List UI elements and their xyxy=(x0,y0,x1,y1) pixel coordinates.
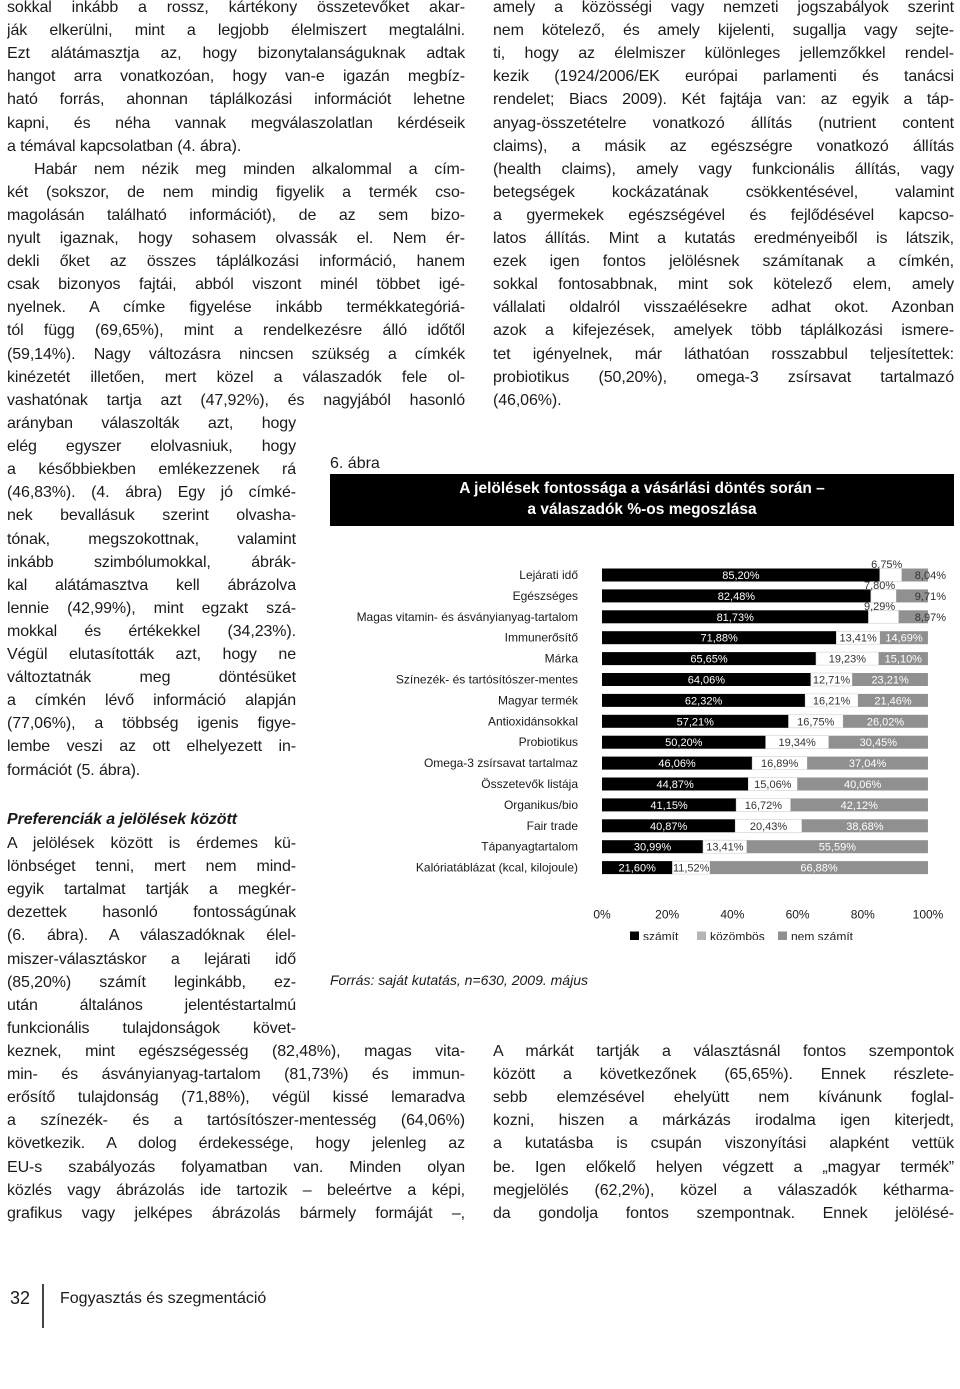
right-bottom-paragraph-line: megjelölés (62,2%), közel a válaszadók kétharma- xyxy=(493,1181,954,1199)
category-label: Színezék- és tartósítószer-mentes xyxy=(395,672,578,687)
right-paragraph-line: claims), a másik az egészségre vonatkozó állítás xyxy=(493,137,954,155)
data-label: 15,10% xyxy=(884,653,922,666)
data-label: 9,29% xyxy=(863,600,896,613)
data-label: 64,06% xyxy=(687,674,726,687)
footer-title: Fogyasztás és szegmentáció xyxy=(60,1290,267,1307)
figure-label: 6. ábra xyxy=(330,455,380,472)
data-label: 55,59% xyxy=(818,841,857,854)
section-full-paragraph-line: min- és ásványianyag-tartalom (81,73%) és immun- xyxy=(7,1066,465,1084)
legend-label: számít xyxy=(643,929,679,940)
x-tick-label: 100% xyxy=(912,907,944,922)
data-label: 40,06% xyxy=(844,779,882,791)
left-narrow-paragraph-line: lembe veszi az ott elhelyezett in- xyxy=(7,738,296,756)
category-label: Magas vitamin- és ásványianyag-tartalom xyxy=(356,609,578,624)
section-full-paragraph-line: erősítő tulajdonság (71,88%), végül kissé lemaradva xyxy=(7,1089,465,1107)
left-paragraph-line: magolásán található információt), de az sem bizo- xyxy=(7,206,465,224)
section-heading: Preferenciák a jelölések között xyxy=(7,811,237,828)
right-paragraph-line: amely a közösségi vagy nemzeti jogszabályok szerint xyxy=(493,0,954,16)
section-narrow-paragraph-line: A jelölések között is érdemes kü- xyxy=(7,835,296,852)
data-label: 21,46% xyxy=(874,695,912,708)
left-narrow-paragraph-line: elég egyszer elolvasniuk, hogy xyxy=(7,438,296,456)
section-narrow-paragraph-line: egyik tartalmat tartják a megkér- xyxy=(7,881,296,899)
section-full-paragraph-line: EU-s szabályozás folyamatban van. Minden olyan xyxy=(7,1158,465,1176)
left-narrow-paragraph-line: nek bevallásuk szerint olvasha- xyxy=(7,507,296,525)
data-label: 81,73% xyxy=(716,611,754,624)
x-tick-label: 80% xyxy=(850,907,875,922)
left-narrow-paragraph-line: változtatnák meg döntésüket xyxy=(7,669,296,687)
data-label: 30,99% xyxy=(633,841,672,854)
data-label: 71,88% xyxy=(700,632,738,645)
section-narrow-paragraph-line: lönbséget tenni, mert nem mind- xyxy=(7,858,296,876)
data-label: 16,21% xyxy=(812,695,851,708)
page-number: 32 xyxy=(10,1288,31,1308)
left-paragraph-line: sokkal inkább a rossz, kártékony összetevőket akar- xyxy=(7,0,465,16)
right-paragraph-line: tet igényelnek, már láthatóan rosszabbul teljesítettek: xyxy=(493,345,954,363)
left-paragraph-line: kinézetét illetően, mert közel a válaszadók fele ol- xyxy=(7,368,465,386)
left-narrow-paragraph-line: inkább szimbólumokkal, ábrák- xyxy=(7,553,296,571)
category-label: Magyar termék xyxy=(497,693,578,708)
left-narrow-paragraph-line: (77,06%), a többség igenis figye- xyxy=(7,715,296,733)
data-label: 44,87% xyxy=(656,779,694,791)
data-label: 14,69% xyxy=(885,632,923,645)
data-label: 66,88% xyxy=(800,862,838,875)
right-paragraph-line: kezik (1924/2006/EK európai parlamenti és tanácsi xyxy=(493,68,954,86)
right-paragraph-line: anyag-összetételre vonatkozó állítás (nutrient content xyxy=(493,114,954,132)
left-paragraph-line: nyelnek. A címke figyelése inkább termékkategóriá- xyxy=(7,299,465,317)
left-narrow-paragraph-line: arányban válaszolták azt, hogy xyxy=(7,415,296,432)
data-label: 8,97% xyxy=(914,611,946,624)
data-label: 21,60% xyxy=(618,862,656,875)
right-bottom-paragraph-line: kozni, hiszen a márkázás irodalma igen kiterjedt, xyxy=(493,1112,954,1130)
category-label: Probiotikus xyxy=(518,735,578,750)
data-label: 13,41% xyxy=(706,841,744,854)
category-label: Tápanyagtartalom xyxy=(481,839,578,854)
legend-label: közömbös xyxy=(710,929,765,940)
stacked-bar-chart xyxy=(330,560,954,940)
category-label: Lejárati idő xyxy=(519,568,578,582)
data-label: 65,65% xyxy=(690,653,728,666)
data-label: 46,06% xyxy=(658,758,696,771)
data-label: 19,23% xyxy=(828,653,867,666)
left-narrow-paragraph-line: tónak, megszokottnak, valamint xyxy=(7,530,296,548)
data-label: 6,75% xyxy=(871,560,903,571)
left-paragraph-line: ják elkerülni, mint a legjobb élelmiszert megtalálni. xyxy=(7,22,465,40)
right-paragraph-line: probiotikus (50,20%), omega-3 zsírsavat tartalmazó xyxy=(493,368,954,386)
left-paragraph-line: két (sokszor, de nem mindig figyelik a termék cso- xyxy=(7,183,465,201)
category-label: Fair trade xyxy=(526,818,578,833)
left-paragraph-line: csak bizonyos fajtái, abból viszont minél többet igé- xyxy=(7,276,465,294)
left-paragraph-line: Habár nem nézik meg minden alkalommal a cím- xyxy=(34,160,465,178)
left-narrow-paragraph-line: a címkén lévő információ alapján xyxy=(7,692,296,710)
data-label: 41,15% xyxy=(650,799,688,812)
right-bottom-paragraph-line: sebb elemzésével ehelyütt nem kívánunk foglal- xyxy=(493,1089,954,1107)
data-label: 38,68% xyxy=(846,820,884,833)
data-label: 26,02% xyxy=(866,716,905,729)
data-label: 16,72% xyxy=(744,799,783,812)
right-bottom-paragraph-line: között a következőnek (65,65%). Ennek részlete- xyxy=(493,1066,954,1084)
left-narrow-paragraph-line: mokkal és értékekkel (34,23%). xyxy=(7,622,296,640)
data-label: 20,43% xyxy=(749,820,788,833)
data-label: 62,32% xyxy=(684,695,723,708)
category-label: Organikus/bio xyxy=(503,797,578,812)
data-label: 85,20% xyxy=(722,570,760,582)
right-paragraph-line: a gyermekek egészségével és fejlődésével kapcso- xyxy=(493,206,954,224)
left-narrow-paragraph-line: kal alátámasztva kell ábrázolva xyxy=(7,576,296,594)
section-full-paragraph-line: keznek, mint egészségesség (82,48%), magas vita- xyxy=(7,1043,465,1060)
section-narrow-paragraph-line: funkcionális tulajdonságok követ- xyxy=(7,1019,296,1037)
section-full-paragraph-line: következik. A dolog érdekessége, hogy jelenleg az xyxy=(7,1135,465,1153)
legend-swatch xyxy=(778,932,787,941)
data-label: 16,75% xyxy=(797,716,835,729)
section-narrow-paragraph-line: (85,20%) számít leginkább, ez- xyxy=(7,973,296,991)
figure-source: Forrás: saját kutatás, n=630, 2009. május xyxy=(330,972,588,988)
right-bottom-paragraph-line: a kutatásba is csupán viszonyítási alapként vettük xyxy=(493,1135,954,1153)
figure-title xyxy=(330,474,954,526)
left-paragraph-line: vashatónak tartja azt (47,92%), és nagyjából hasonló xyxy=(7,391,465,409)
footer-divider xyxy=(42,1284,44,1328)
right-paragraph-line: rendelet; Biacs 2009). Két fajtája van: az egyik a táp- xyxy=(493,91,954,109)
left-paragraph-line: (59,14%). Nagy változásra nincsen szükség a címkék xyxy=(7,345,465,363)
data-label: 42,12% xyxy=(840,799,878,812)
section-narrow-paragraph-line: (6. ábra). A válaszadóknak élel- xyxy=(7,927,296,945)
category-label: Kalóriatáblázat (kcal, kilojoule) xyxy=(415,860,578,875)
left-narrow-paragraph-line: (46,83%). (4. ábra) Egy jó címké- xyxy=(7,484,296,502)
left-paragraph-line: kapni, és néha vannak megválaszolatlan kérdéseik xyxy=(7,114,465,132)
category-label: Márka xyxy=(544,651,578,666)
data-label: 30,45% xyxy=(859,737,897,750)
right-paragraph-line: latos állítás. Mint a kutatás eredményeiből is látszik, xyxy=(493,230,954,247)
right-paragraph-line: sokkal fontosabbnak, mint sok kötelező elem, amely xyxy=(493,276,954,294)
right-paragraph-line: nem kötelező, és amely kijelenti, sugallja vagy sejte- xyxy=(493,22,954,40)
data-label: 82,48% xyxy=(717,590,756,603)
right-bottom-paragraph-line: A márkát tartják a választásnál fontos szempontok xyxy=(493,1043,954,1060)
category-label: Immunerősítő xyxy=(504,630,578,645)
category-label: Antioxidánsokkal xyxy=(487,714,578,729)
left-narrow-paragraph-line: Végül elutasították azt, hogy ne xyxy=(7,646,296,663)
legend-swatch xyxy=(697,932,706,941)
figure-title-line-1: A jelölések fontossága a vásárlási döntés során – xyxy=(459,480,825,497)
data-label: 57,21% xyxy=(676,716,714,729)
left-narrow-paragraph-line: a későbbiekben emlékezzenek rá xyxy=(7,461,296,479)
right-bottom-paragraph-line: be. Igen előkelő helyen végzett a „magyar termék” xyxy=(493,1158,954,1176)
left-paragraph-line: ható forrás, ahonnan táplálkozási információt lehetne xyxy=(7,91,465,109)
data-label: 40,87% xyxy=(649,820,688,833)
right-paragraph-line: (health claims), amely vagy funkcionális állítás, vagy xyxy=(493,160,954,178)
data-label: 11,52% xyxy=(672,862,710,875)
section-narrow-paragraph-line: miszer-választáskor a lejárati idő xyxy=(7,950,296,968)
data-label: 15,06% xyxy=(754,779,792,791)
x-tick-label: 0% xyxy=(593,907,611,922)
data-label: 12,71% xyxy=(812,674,851,687)
right-paragraph-line: ezek igen fontos jelölésnek számítanak a címkén, xyxy=(493,253,954,271)
category-label: Egészséges xyxy=(512,588,578,603)
right-paragraph-line: ti, hogy az élelmiszer különleges jellemzőkkel rendel- xyxy=(493,45,954,63)
legend-label: nem számít xyxy=(791,929,854,940)
legend-swatch xyxy=(630,932,639,941)
left-paragraph-line: a témával kapcsolatban (4. ábra). xyxy=(7,137,242,155)
data-label: 19,34% xyxy=(778,737,816,750)
x-tick-label: 40% xyxy=(720,907,745,922)
data-label: 7,80% xyxy=(863,579,896,592)
category-label: Omega-3 zsírsavat tartalmaz xyxy=(423,756,578,771)
left-narrow-paragraph-line: lennie (42,99%), mint egzakt szá- xyxy=(7,599,296,617)
x-tick-label: 20% xyxy=(655,907,680,922)
section-narrow-paragraph-line: dezettek hasonló fontosságúnak xyxy=(7,904,296,922)
data-label: 37,04% xyxy=(848,758,887,771)
right-paragraph-line: betegségek kockázatának csökkentésével, valamint xyxy=(493,183,954,201)
section-full-paragraph-line: közlés vagy ábrázolás ide tartozik – beleértve a képi, xyxy=(7,1181,465,1199)
right-bottom-paragraph-line: da gondolja fontos szempontnak. Ennek jelölésé- xyxy=(493,1204,954,1222)
section-full-paragraph-line: a színezék- és a tartósítószer-mentesség (64,06%) xyxy=(7,1112,465,1130)
left-narrow-paragraph-line: formációt (5. ábra). xyxy=(7,761,141,779)
left-paragraph-line: Ezt alátámasztja az, hogy bizonytalanságuknak adtak xyxy=(7,45,465,63)
right-paragraph-line: vállalati oldalról visszaélésekre adhat okot. Azonban xyxy=(493,299,954,317)
section-narrow-paragraph-line: után általános jelentéstartalmú xyxy=(7,996,296,1014)
x-tick-label: 60% xyxy=(785,907,810,922)
left-paragraph-line: dekli őket az összes táplálkozási információ, hanem xyxy=(7,253,465,271)
data-label: 50,20% xyxy=(665,737,703,750)
category-label: Összetevők listája xyxy=(481,777,578,791)
data-label: 8,04% xyxy=(914,570,946,582)
section-full-paragraph-line: grafikus vagy jelképes ábrázolás bármely formáját –, xyxy=(7,1204,465,1222)
left-paragraph-line: hangot arra vonatkozóan, hogy van-e igazán megbíz- xyxy=(7,68,465,86)
figure-title-line-2: a válaszadók %-os megoszlása xyxy=(527,501,757,518)
right-paragraph-line: azok a kifejezések, amelyek több táplálkozási ismere- xyxy=(493,322,954,340)
data-label: 23,21% xyxy=(871,674,909,687)
left-paragraph-line: nyult igaznak, hogy sohasem olvassák el. Nem ér- xyxy=(7,230,465,247)
data-label: 13,41% xyxy=(839,632,877,645)
data-label: 9,71% xyxy=(914,590,946,603)
data-label: 16,89% xyxy=(761,758,799,771)
left-paragraph-line: tól függ (69,65%), mint a rendelkezésre álló időtől xyxy=(7,322,465,340)
right-paragraph-line: (46,06%). xyxy=(493,391,562,409)
